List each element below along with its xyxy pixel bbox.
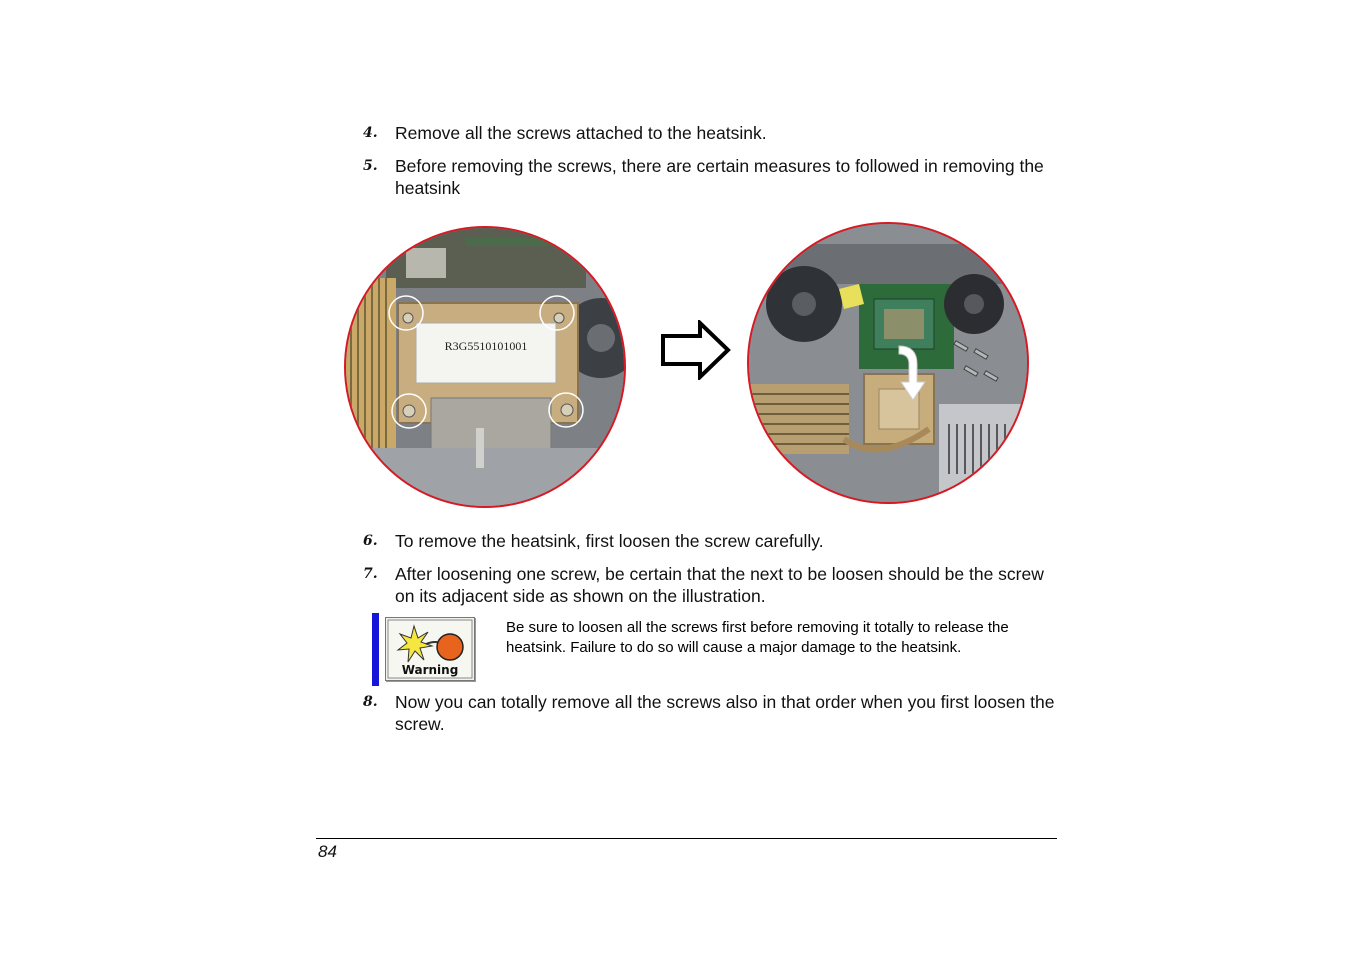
step-number: 4. xyxy=(363,125,378,141)
step-text: Now you can totally remove all the screws also in that order when you first loosen the screw. xyxy=(395,692,1055,734)
heatsink-removed-photo xyxy=(747,222,1029,504)
step-text: Before removing the screws, there are certain measures to followed in removing the heatsink xyxy=(395,156,1044,198)
page-number: 84 xyxy=(318,842,337,861)
warning-icon xyxy=(385,617,475,681)
step-text: Remove all the screws attached to the heatsink. xyxy=(395,123,767,143)
right-arrow-icon xyxy=(660,320,732,384)
warning-text: Be sure to loosen all the screws first before removing it totally to release the heatsink. Failure to do so will cause a major damage to the heatsink. xyxy=(506,619,1009,656)
warning-bar xyxy=(372,613,379,686)
footer-rule xyxy=(316,838,1057,839)
step-number: 8. xyxy=(363,694,378,710)
heatsink-screws-photo xyxy=(344,226,626,508)
heatsink-label-text: R3G5510101001 xyxy=(444,339,528,353)
step-text: After loosening one screw, be certain that the next to be loosen should be the screw on its adjacent side as shown on the illustration. xyxy=(395,564,1044,606)
step-number: 7. xyxy=(363,566,378,582)
step-number: 6. xyxy=(363,533,378,549)
warning-icon-label: Warning xyxy=(401,663,459,677)
step-text: To remove the heatsink, first loosen the screw carefully. xyxy=(395,531,824,551)
step-number: 5. xyxy=(363,158,378,174)
